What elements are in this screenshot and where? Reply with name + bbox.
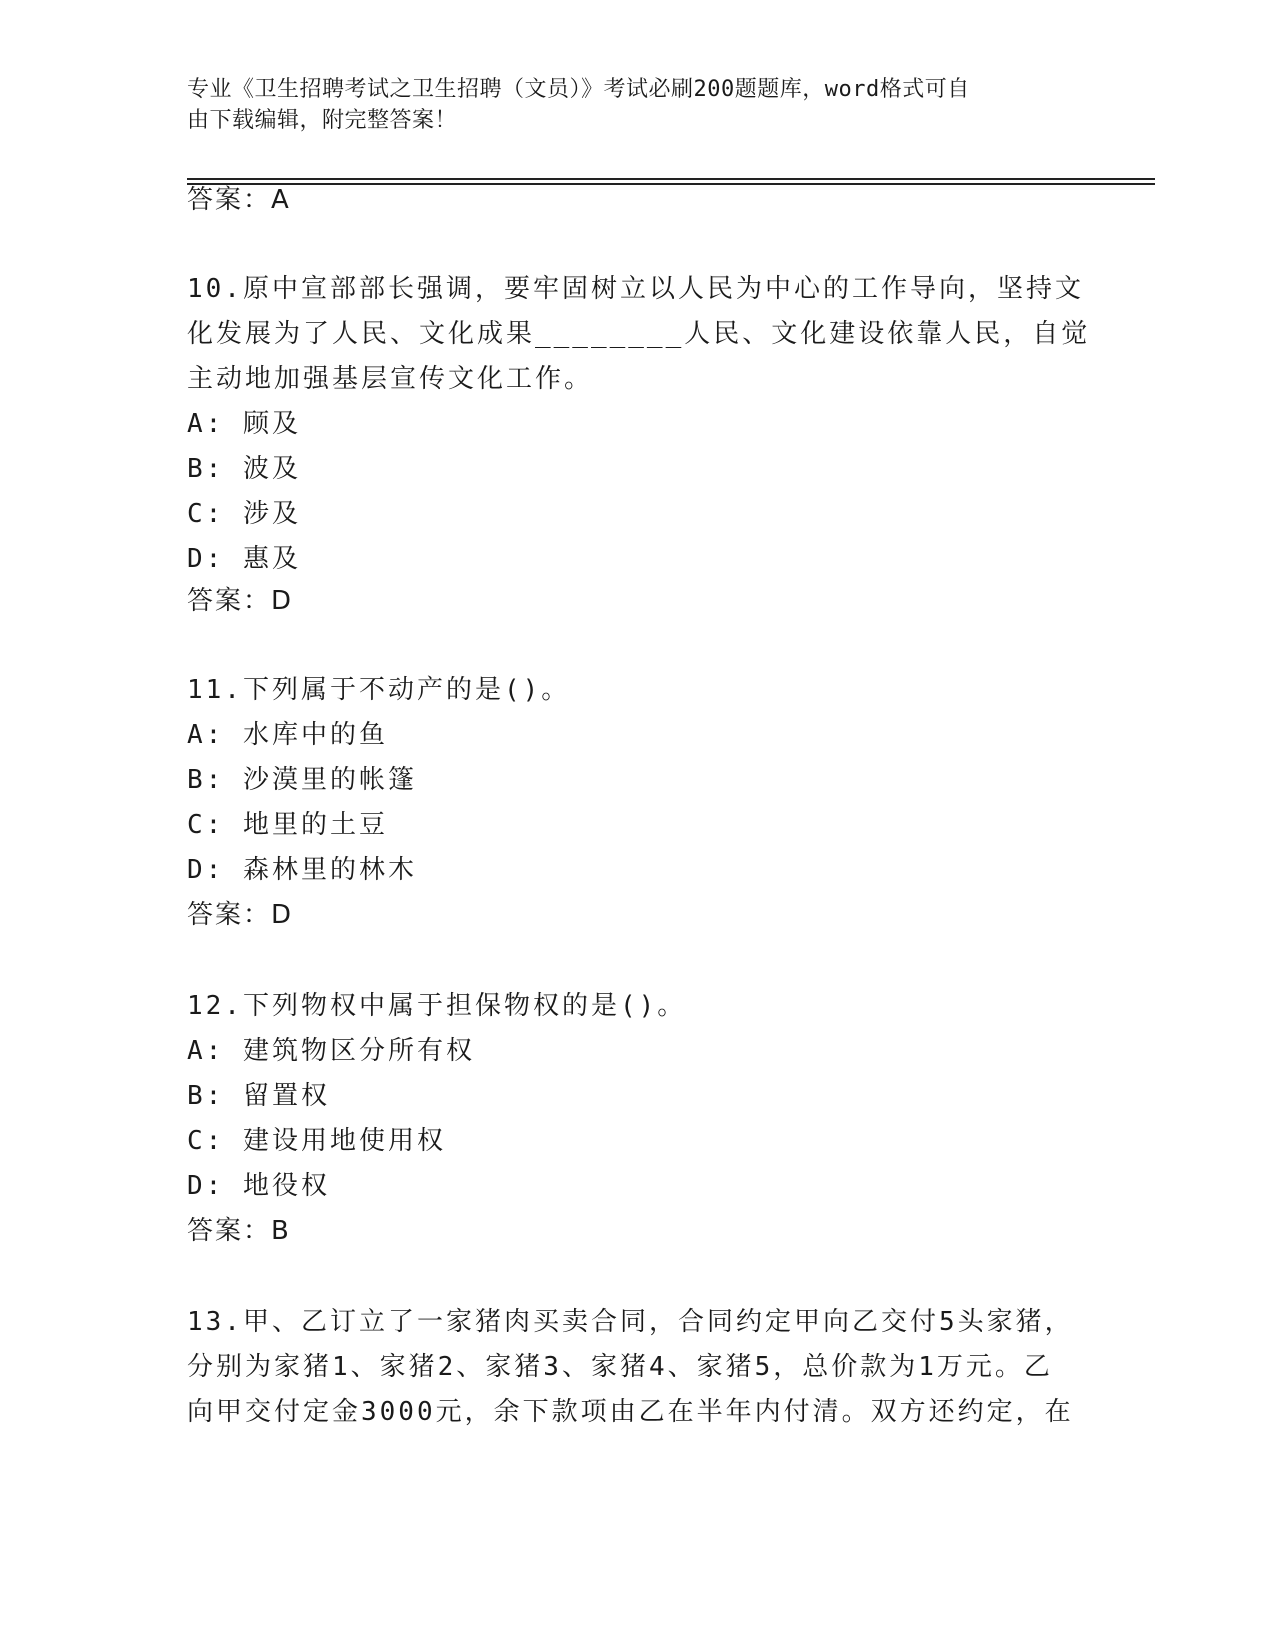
document-header xyxy=(187,74,1067,136)
answer-11: 答案：D xyxy=(187,900,294,930)
question-11 xyxy=(187,668,1087,893)
question-stem-line: 化发展为了人民、文化成果________人民、文化建设依靠人民，自觉 xyxy=(187,319,1091,349)
question-12 xyxy=(187,984,1087,1209)
option-b: B: 留置权 xyxy=(187,1081,330,1111)
question-stem-line: 分别为家猪1、家猪2、家猪3、家猪4、家猪5，总价款为1万元。乙 xyxy=(187,1352,1053,1382)
option-a: A: 顾及 xyxy=(187,409,301,439)
header-line-2: 由下载编辑，附完整答案！ xyxy=(187,108,458,133)
question-stem-line: 13.甲、乙订立了一家猪肉买卖合同，合同约定甲向乙交付5头家猪， xyxy=(187,1307,1074,1337)
answer-12: 答案：B xyxy=(187,1216,291,1246)
option-c: C: 建设用地使用权 xyxy=(187,1126,446,1156)
option-b: B: 波及 xyxy=(187,454,301,484)
question-13 xyxy=(187,1300,1087,1435)
option-d: D: 惠及 xyxy=(187,544,301,574)
question-stem-line: 10.原中宣部部长强调，要牢固树立以人民为中心的工作导向，坚持文 xyxy=(187,274,1084,304)
header-line-1: 专业《卫生招聘考试之卫生招聘（文员）》考试必刷200题题库，word格式可自 xyxy=(187,77,970,102)
question-stem-line: 11.下列属于不动产的是()。 xyxy=(187,675,571,705)
question-stem-line: 12.下列物权中属于担保物权的是()。 xyxy=(187,991,687,1021)
header-divider-bottom xyxy=(187,183,1155,185)
option-d: D: 森林里的林木 xyxy=(187,855,417,885)
header-divider-top xyxy=(187,178,1155,180)
option-b: B: 沙漠里的帐篷 xyxy=(187,765,417,795)
option-a: A: 建筑物区分所有权 xyxy=(187,1036,475,1066)
question-stem-line: 向甲交付定金3000元，余下款项由乙在半年内付清。双方还约定，在 xyxy=(187,1397,1074,1427)
option-c: C: 地里的土豆 xyxy=(187,810,388,840)
question-10 xyxy=(187,267,1091,582)
answer-10: 答案：D xyxy=(187,586,294,616)
question-stem-line: 主动地加强基层宣传文化工作。 xyxy=(187,364,594,394)
option-a: A: 水库中的鱼 xyxy=(187,720,388,750)
option-c: C: 涉及 xyxy=(187,499,301,529)
option-d: D: 地役权 xyxy=(187,1171,330,1201)
answer-previous: 答案：A xyxy=(187,185,291,215)
